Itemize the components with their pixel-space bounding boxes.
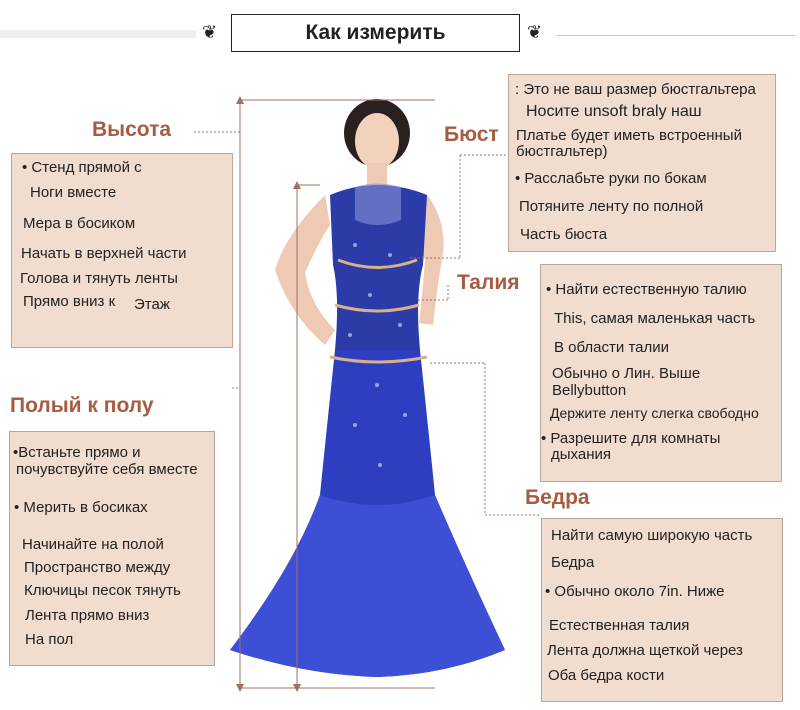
waist-line-7: • Разрешите для комнаты — [541, 430, 721, 447]
height-line-3: Мера в босиком — [23, 215, 136, 232]
bust-line-6: Потяните ленту по полной — [519, 198, 704, 215]
hips-line-1: Найти самую широкую часть — [551, 527, 753, 544]
hollow-line-7: Лента прямо вниз — [25, 607, 150, 624]
hollow-line-6: Ключицы песок тянуть — [24, 582, 181, 599]
ornament-left-icon: ❦ — [202, 22, 218, 42]
bust-line-4: бюстгальтер) — [516, 143, 608, 160]
height-line-7: Этаж — [134, 296, 170, 313]
bust-line-1: : Это не ваш размер бюстгальтера — [515, 81, 756, 98]
waist-line-3: В области талии — [554, 339, 669, 356]
hips-line-3: • Обычно около 7in. Ниже — [545, 583, 725, 600]
waist-line-8: дыхания — [551, 446, 611, 463]
hips-line-6: Оба бедра кости — [548, 667, 665, 684]
height-line-1: • Стенд прямой с — [22, 159, 142, 176]
height-line-6: Прямо вниз к — [23, 293, 116, 310]
waist-line-5: Bellybutton — [552, 382, 627, 399]
height-line-4: Начать в верхней части — [21, 245, 187, 262]
hollow-heading: Полый к полу — [10, 394, 154, 417]
hollow-line-4: Начинайте на полой — [22, 536, 164, 553]
height-line-5: Голова и тянуть ленты — [20, 270, 178, 287]
bust-line-2: Носите unsoft braly наш — [526, 103, 702, 120]
waist-line-6: Держите ленту слегка свободно — [550, 405, 759, 421]
waist-heading: Талия — [457, 271, 520, 294]
waist-line-4: Обычно о Лин. Выше — [552, 365, 701, 382]
hollow-line-2: почувствуйте себя вместе — [16, 461, 198, 478]
bust-heading: Бюст — [444, 123, 499, 146]
hollow-line-3: • Мерить в босиках — [14, 499, 148, 516]
bust-line-5: • Расслабьте руки по бокам — [515, 170, 707, 187]
waist-line-1: • Найти естественную талию — [546, 281, 747, 298]
bust-line-3: Платье будет иметь встроенный — [516, 127, 742, 144]
hollow-line-5: Пространство между — [24, 559, 171, 576]
hollow-line-1: •Встаньте прямо и — [13, 444, 141, 461]
bust-line-7: Часть бюста — [520, 226, 608, 243]
hips-heading: Бедра — [525, 486, 590, 509]
waist-line-2: This, самая маленькая часть — [554, 310, 756, 327]
hollow-line-8: На пол — [25, 631, 74, 648]
height-line-2: Ноги вместе — [30, 184, 117, 201]
hips-line-4: Естественная талия — [549, 617, 690, 634]
hips-line-2: Бедра — [551, 554, 595, 571]
hips-line-5: Лента должна щеткой через — [547, 642, 743, 659]
ornament-right-icon: ❦ — [527, 22, 543, 42]
page-title: Как измерить — [231, 14, 520, 52]
height-heading: Высота — [92, 118, 172, 141]
